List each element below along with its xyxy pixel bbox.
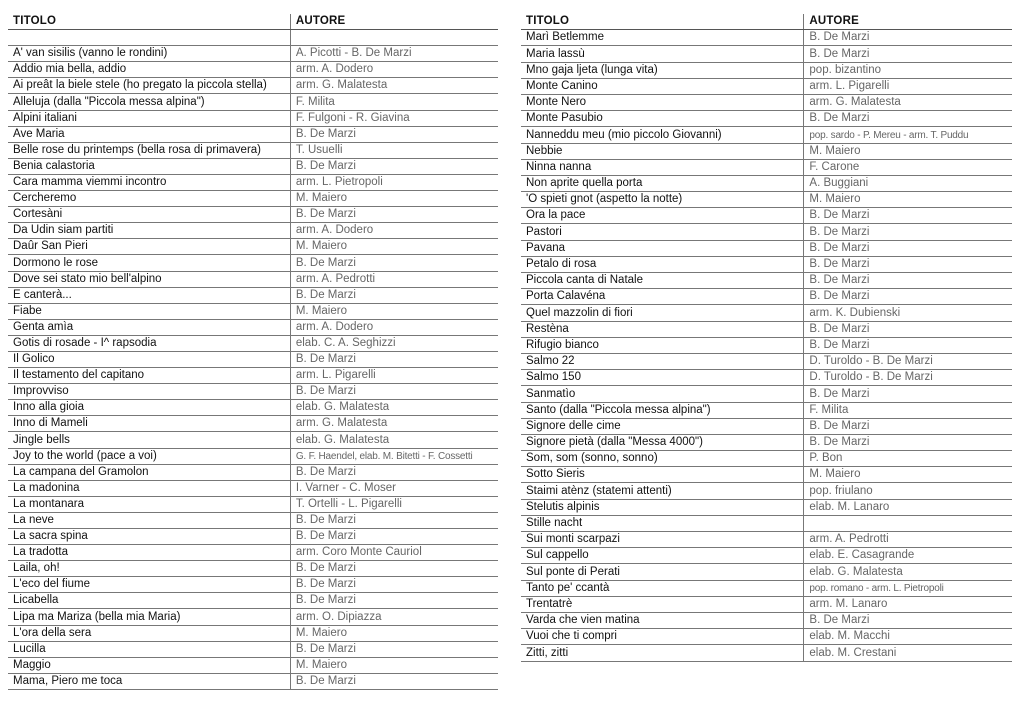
table-row (521, 273, 1012, 289)
song-title: Benia calastoria (8, 158, 290, 174)
table-row (8, 303, 498, 319)
song-title: Gotis di rosade - I^ rapsodia (8, 335, 290, 351)
song-title: La sacra spina (8, 529, 290, 545)
table-row (521, 305, 1012, 321)
song-title: Monte Canino (521, 78, 804, 94)
table-row (8, 319, 498, 335)
table-row (521, 224, 1012, 240)
song-title: Tanto pe' ccantà (521, 580, 804, 596)
song-author: B. De Marzi (290, 384, 498, 400)
table-row (521, 321, 1012, 337)
song-author: T. Ortelli - L. Pigarelli (290, 496, 498, 512)
song-title: Non aprite quella porta (521, 175, 804, 191)
table-row (8, 94, 498, 110)
song-author: B. De Marzi (804, 30, 1012, 46)
table-row (8, 657, 498, 673)
table-row (521, 467, 1012, 483)
author-column-header: AUTORE (290, 14, 498, 30)
table-row (521, 208, 1012, 224)
table-row (8, 625, 498, 641)
song-author: arm. Coro Monte Cauriol (290, 545, 498, 561)
table-row (8, 142, 498, 158)
song-title: Alpini italiani (8, 110, 290, 126)
song-author: elab. G. Malatesta (290, 400, 498, 416)
song-title: Lucilla (8, 641, 290, 657)
song-author: elab. G. Malatesta (804, 564, 1012, 580)
song-author: elab. M. Lanaro (804, 499, 1012, 515)
song-author: M. Maiero (290, 657, 498, 673)
table-row (521, 30, 1012, 46)
song-author: B. De Marzi (290, 255, 498, 271)
song-title: Addio mia bella, addio (8, 62, 290, 78)
song-author: arm. A. Dodero (290, 319, 498, 335)
song-author: elab. C. A. Seghizzi (290, 335, 498, 351)
table-row (521, 612, 1012, 628)
song-title: Nanneddu meu (mio piccolo Giovanni) (521, 127, 804, 143)
song-author: pop. sardo - P. Mereu - arm. T. Puddu (804, 127, 1012, 143)
table-row (8, 239, 498, 255)
song-title: Petalo di rosa (521, 256, 804, 272)
song-title: L'eco del fiume (8, 577, 290, 593)
song-author: pop. romano - arm. L. Pietropoli (804, 580, 1012, 596)
song-title: Ninna nanna (521, 159, 804, 175)
table-row (521, 94, 1012, 110)
table-row (8, 78, 498, 94)
song-author: B. De Marzi (290, 464, 498, 480)
spacer-row (8, 30, 498, 46)
song-title: Zitti, zitti (521, 645, 804, 661)
song-title: Maggio (8, 657, 290, 673)
song-title: Marì Betlemme (521, 30, 804, 46)
song-author: M. Maiero (290, 191, 498, 207)
song-author: F. Carone (804, 159, 1012, 175)
song-author: B. De Marzi (290, 673, 498, 689)
song-title: La madonina (8, 480, 290, 496)
song-author: arm. A. Dodero (290, 62, 498, 78)
song-author: arm. M. Lanaro (804, 596, 1012, 612)
song-author: B. De Marzi (290, 561, 498, 577)
song-author: M. Maiero (290, 625, 498, 641)
song-title: Lipa ma Mariza (bella mia Maria) (8, 609, 290, 625)
song-author: pop. bizantino (804, 62, 1012, 78)
table-row (8, 577, 498, 593)
table-row (8, 432, 498, 448)
song-title: Varda che vien matina (521, 612, 804, 628)
song-author: arm. A. Dodero (290, 223, 498, 239)
table-row (521, 532, 1012, 548)
song-title: Improvviso (8, 384, 290, 400)
song-author: B. De Marzi (290, 126, 498, 142)
song-title: L'ora della sera (8, 625, 290, 641)
song-title: Sul cappello (521, 548, 804, 564)
author-column-header: AUTORE (804, 14, 1012, 30)
song-author: B. De Marzi (290, 158, 498, 174)
song-title: Som, som (sonno, sonno) (521, 451, 804, 467)
table-row (521, 256, 1012, 272)
table-row (521, 515, 1012, 531)
song-title: Cara mamma viemmi incontro (8, 174, 290, 190)
table-row (521, 402, 1012, 418)
table-row (8, 110, 498, 126)
song-author: arm. A. Pedrotti (290, 271, 498, 287)
song-author: B. De Marzi (290, 529, 498, 545)
song-author: B. De Marzi (804, 224, 1012, 240)
song-title: La neve (8, 512, 290, 528)
song-title: Laila, oh! (8, 561, 290, 577)
song-title: Sul ponte di Perati (521, 564, 804, 580)
song-author: F. Milita (290, 94, 498, 110)
song-title: E canterà... (8, 287, 290, 303)
right-song-table (521, 14, 1012, 662)
table-row (521, 483, 1012, 499)
song-title: Il testamento del capitano (8, 368, 290, 384)
song-author: B. De Marzi (290, 207, 498, 223)
song-author: T. Usuelli (290, 142, 498, 158)
song-author: arm. G. Malatesta (804, 94, 1012, 110)
song-title: Il Golico (8, 351, 290, 367)
song-author: elab. M. Macchi (804, 629, 1012, 645)
table-row (8, 593, 498, 609)
table-row (8, 400, 498, 416)
song-title: La montanara (8, 496, 290, 512)
song-title: Pavana (521, 240, 804, 256)
song-title: Santo (dalla "Piccola messa alpina") (521, 402, 804, 418)
table-row (521, 596, 1012, 612)
title-column-header: TITOLO (8, 14, 290, 30)
song-title: Alleluja (dalla "Piccola messa alpina") (8, 94, 290, 110)
song-author: B. De Marzi (804, 273, 1012, 289)
song-author: B. De Marzi (804, 240, 1012, 256)
song-title: Piccola canta di Natale (521, 273, 804, 289)
song-author: B. De Marzi (804, 418, 1012, 434)
table-row (521, 46, 1012, 62)
song-author: B. De Marzi (290, 593, 498, 609)
table-row (8, 174, 498, 190)
song-author: D. Turoldo - B. De Marzi (804, 370, 1012, 386)
song-author: arm. O. Dipiazza (290, 609, 498, 625)
song-author: M. Maiero (290, 239, 498, 255)
song-title: Pastori (521, 224, 804, 240)
table-row (8, 609, 498, 625)
table-row (521, 499, 1012, 515)
song-title: Porta Calavéna (521, 289, 804, 305)
table-row (521, 548, 1012, 564)
song-author: arm. A. Pedrotti (804, 532, 1012, 548)
song-author: P. Bon (804, 451, 1012, 467)
table-row (8, 545, 498, 561)
song-title: Nebbie (521, 143, 804, 159)
song-author: B. De Marzi (290, 287, 498, 303)
table-row (521, 418, 1012, 434)
song-title: Fiabe (8, 303, 290, 319)
song-title: Joy to the world (pace a voi) (8, 448, 290, 464)
song-title: Sotto Sieris (521, 467, 804, 483)
song-author: B. De Marzi (290, 641, 498, 657)
song-title: La campana del Gramolon (8, 464, 290, 480)
song-title: Mama, Piero me toca (8, 673, 290, 689)
table-row (8, 46, 498, 62)
song-title: Signore pietà (dalla "Messa 4000") (521, 434, 804, 450)
song-author: F. Fulgoni - R. Giavina (290, 110, 498, 126)
song-title: Ai preât la biele stele (ho pregato la piccola stella) (8, 78, 290, 94)
table-row (8, 255, 498, 271)
song-title: Cercheremo (8, 191, 290, 207)
song-author: B. De Marzi (804, 337, 1012, 353)
table-row (521, 111, 1012, 127)
table-row (8, 496, 498, 512)
song-author: B. De Marzi (804, 612, 1012, 628)
song-title: Mno gaja ljeta (lunga vita) (521, 62, 804, 78)
song-title: Vuoi che ti compri (521, 629, 804, 645)
song-author: arm. G. Malatesta (290, 78, 498, 94)
song-title: Salmo 150 (521, 370, 804, 386)
song-title: Trentatrè (521, 596, 804, 612)
song-title: Monte Pasubio (521, 111, 804, 127)
song-author: B. De Marzi (804, 321, 1012, 337)
song-title: Stille nacht (521, 515, 804, 531)
song-title: Salmo 22 (521, 353, 804, 369)
table-row (521, 451, 1012, 467)
song-title: Restèna (521, 321, 804, 337)
table-row (8, 158, 498, 174)
song-author: arm. L. Pigarelli (804, 78, 1012, 94)
song-title: Sanmatìo (521, 386, 804, 402)
table-row (8, 448, 498, 464)
table-row (521, 434, 1012, 450)
song-title: Cortesàni (8, 207, 290, 223)
song-title: Quel mazzolin di fiori (521, 305, 804, 321)
table-row (521, 370, 1012, 386)
table-row (8, 480, 498, 496)
song-title: Sui monti scarpazi (521, 532, 804, 548)
table-row (8, 561, 498, 577)
table-row (8, 529, 498, 545)
table-row (521, 629, 1012, 645)
table-row (8, 62, 498, 78)
table-row (521, 645, 1012, 661)
song-author: M. Maiero (804, 192, 1012, 208)
table-row (8, 416, 498, 432)
table-row (8, 673, 498, 689)
song-title: Stelutis alpinis (521, 499, 804, 515)
song-title: La tradotta (8, 545, 290, 561)
song-author (804, 515, 1012, 531)
song-title: 'O spieti gnot (aspetto la notte) (521, 192, 804, 208)
song-author: arm. L. Pietropoli (290, 174, 498, 190)
song-author: M. Maiero (804, 143, 1012, 159)
table-row (521, 192, 1012, 208)
table-row (8, 384, 498, 400)
table-header (521, 14, 1012, 30)
table-row (521, 580, 1012, 596)
song-title: Signore delle cime (521, 418, 804, 434)
table-row (521, 240, 1012, 256)
table-row (521, 175, 1012, 191)
song-title: Licabella (8, 593, 290, 609)
table-row (8, 207, 498, 223)
table-row (521, 62, 1012, 78)
song-author: A. Picotti - B. De Marzi (290, 46, 498, 62)
song-title: Monte Nero (521, 94, 804, 110)
song-title: Da Udin siam partiti (8, 223, 290, 239)
song-author: arm. K. Dubienski (804, 305, 1012, 321)
table-row (521, 159, 1012, 175)
table-row (8, 223, 498, 239)
song-author: B. De Marzi (804, 111, 1012, 127)
song-author: B. De Marzi (290, 351, 498, 367)
table-row (8, 335, 498, 351)
song-author: arm. L. Pigarelli (290, 368, 498, 384)
table-header (8, 14, 498, 30)
table-row (8, 271, 498, 287)
table-row (8, 351, 498, 367)
song-title: Inno alla gioia (8, 400, 290, 416)
table-row (521, 386, 1012, 402)
song-title: Ora la pace (521, 208, 804, 224)
song-title: Dormono le rose (8, 255, 290, 271)
song-title: Maria lassù (521, 46, 804, 62)
song-title: Staimi atènz (statemi attenti) (521, 483, 804, 499)
song-author: B. De Marzi (290, 512, 498, 528)
song-author: F. Milita (804, 402, 1012, 418)
table-row (521, 143, 1012, 159)
song-title: Dove sei stato mio bell'alpino (8, 271, 290, 287)
table-row (521, 289, 1012, 305)
song-author: B. De Marzi (804, 256, 1012, 272)
song-author: A. Buggiani (804, 175, 1012, 191)
song-author: B. De Marzi (804, 208, 1012, 224)
table-row (8, 287, 498, 303)
song-author: arm. G. Malatesta (290, 416, 498, 432)
song-title: Jingle bells (8, 432, 290, 448)
song-author: elab. G. Malatesta (290, 432, 498, 448)
song-author: G. F. Haendel, elab. M. Bitetti - F. Cossetti (290, 448, 498, 464)
song-author: elab. E. Casagrande (804, 548, 1012, 564)
song-title: Ave Maria (8, 126, 290, 142)
table-row (521, 78, 1012, 94)
table-row (8, 126, 498, 142)
song-author: M. Maiero (804, 467, 1012, 483)
song-author: B. De Marzi (804, 289, 1012, 305)
song-title: Belle rose du printemps (bella rosa di primavera) (8, 142, 290, 158)
title-column-header: TITOLO (521, 14, 804, 30)
table-row (8, 191, 498, 207)
song-author: D. Turoldo - B. De Marzi (804, 353, 1012, 369)
song-author: B. De Marzi (804, 434, 1012, 450)
song-author: I. Varner - C. Moser (290, 480, 498, 496)
song-author: M. Maiero (290, 303, 498, 319)
song-title: Inno di Mameli (8, 416, 290, 432)
song-author: elab. M. Crestani (804, 645, 1012, 661)
table-row (521, 564, 1012, 580)
left-song-table (8, 14, 498, 690)
table-row (8, 512, 498, 528)
table-row (521, 337, 1012, 353)
song-title: Daûr San Pieri (8, 239, 290, 255)
song-title: Rifugio bianco (521, 337, 804, 353)
song-author: B. De Marzi (804, 386, 1012, 402)
table-row (521, 353, 1012, 369)
song-author: pop. friulano (804, 483, 1012, 499)
song-author: B. De Marzi (290, 577, 498, 593)
song-title: A' van sisilis (vanno le rondini) (8, 46, 290, 62)
table-row (8, 368, 498, 384)
table-row (8, 464, 498, 480)
song-author: B. De Marzi (804, 46, 1012, 62)
table-row (8, 641, 498, 657)
song-title: Genta amìa (8, 319, 290, 335)
table-row (521, 127, 1012, 143)
